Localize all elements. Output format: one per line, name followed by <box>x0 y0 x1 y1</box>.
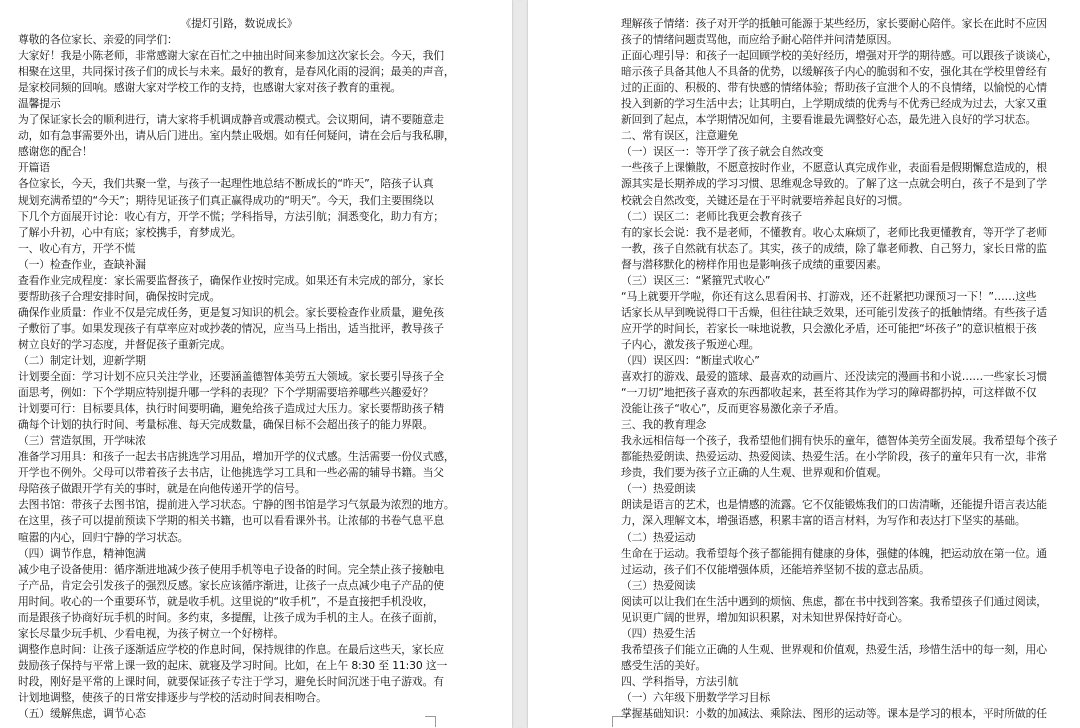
text-line: 相聚在这里，共同探讨孩子们的成长与未来。最好的教育，是春风化雨的浸润；最美的声音， <box>18 65 455 79</box>
text-line: （一）热爱朗读 <box>621 482 696 496</box>
text-line: 准备学习用具：和孩子一起去书店挑选学习用品，增加开学的仪式感。生活需要一份仪式感， <box>18 450 455 464</box>
text-line: 鼓励孩子保持与平常上课一致的起床、就寝及学习时间。比如，在上午 8:30 至 11:30 这一 <box>18 658 448 672</box>
text-line: （二）制定计划，迎新学期 <box>18 353 146 367</box>
text-line: （二）误区二：老师比我更会教育孩子 <box>621 209 802 223</box>
text-line: 督与潜移默化的榜样作用也是影响孩子成绩的重要因素。 <box>621 257 888 271</box>
text-line: 子敷衍了事。如果发现孩子有草率应对或抄袭的情况，应当马上指出，适当批评，教导孩子 <box>18 321 444 335</box>
text-line: （一）误区一：等开学了孩子就会自然改变 <box>621 145 824 159</box>
text-line: 要帮助孩子合理安排时间，确保按时完成。 <box>18 289 221 303</box>
text-line: 喧嚣的内心，回归宁静的学习状态。 <box>18 530 189 544</box>
text-line: 子内心，激发孩子叛逆心理。 <box>621 337 760 351</box>
text-line: 过的正面的、积极的、带有快感的情绪体验；帮助孩子宣泄个人的不良情绪，以愉悦的心情 <box>621 81 1047 95</box>
document-title: 《提灯引路，数说成长》 <box>180 17 298 30</box>
text-line: 为了保证家长会的顺利进行，请大家将手机调成静音或震动模式。会议期间，请不要随意走 <box>18 113 444 127</box>
text-line: 开学也不例外。父母可以带着孩子去书店，让他挑选学习工具和一些必需的辅导书籍。当父 <box>18 466 444 480</box>
text-line: “马上就要开学啦，你还有这么思看闲书、打游戏，还不赶紧把功课预习一下！”……这些 <box>621 289 1037 303</box>
text-line: 温馨提示 <box>18 97 61 111</box>
text-line: 一教，孩子自然就有状态了。其实，孩子的成绩，除了靠老师教、自己努力，家长日常的监 <box>621 241 1047 255</box>
text-line: 没能让孩子“收心”，反而更容易激化亲子矛盾。 <box>621 402 845 416</box>
text-line: 各位家长，今天，我们共聚一堂，与孩子一起理性地总结不断成长的“昨天”，陪孩子认真 <box>18 177 434 191</box>
text-line: 话家长从早到晚说得口干舌燥，但往往缺乏效果，还可能引发孩子的抵触情绪。有些孩子适 <box>621 305 1047 319</box>
text-line: （四）热爱生活 <box>621 626 696 640</box>
text-line: （二）热爱运动 <box>621 530 696 544</box>
text-line: 二、常有误区，注意避免 <box>621 129 739 143</box>
text-line: 计划地调整，使孩子的日常安排逐步与学校的活动时间表相吻合。 <box>18 690 327 704</box>
text-line: 母陪孩子做跟开学有关的事时，就是在向他传递开学的信号。 <box>18 482 306 496</box>
text-line: 用时间。收心的一个重要环节，就是收手机。这里说的“收手机”，不是直接把手机没收， <box>18 594 434 608</box>
text-line: 我希望孩子们能立正确的人生观、世界观和价值观，热爱生活，珍惜生活中的每一刻，用心 <box>621 642 1047 656</box>
text-line: （四）调节作息，精神饱满 <box>18 546 146 560</box>
text-line: 在这里，孩子可以提前预读下学期的相关书籍，也可以看看课外书。让浓郁的书卷气息平息 <box>18 514 444 528</box>
text-line: 尊敬的各位家长、亲爱的同学们： <box>18 33 178 47</box>
text-line: 调整作息时间：让孩子逐渐适应学校的作息时间，保持规律的作息。在最后这些天，家长应 <box>18 642 444 656</box>
document-page-right <box>528 0 1080 728</box>
text-line: 阅读可以让我们在生活中遇到的烦恼、焦虑，都在书中找到答案。我希望孩子们通过阅读， <box>621 594 1047 608</box>
text-line: 时段，刚好是平常的上课时间，就要保证孩子专注于学习，避免长时间沉迷于电子游戏。有 <box>18 674 444 688</box>
text-line: 投入到新的学习生活中去；让其明白，上学期成绩的优秀与不优秀已经成为过去，大家又重 <box>621 97 1047 111</box>
text-line: 子产品，肯定会引发孩子的强烈反感。家长应该循序渐进，让孩子一点点减少电子产品的使 <box>18 578 444 592</box>
text-line: （三）营造氛围，开学味浓 <box>18 434 146 448</box>
text-line: 我永远相信每一个孩子，我希望他们拥有快乐的童年，德智体美劳全面发展。我希望每个孩子 <box>621 434 1058 448</box>
text-line: 确保作业质量：作业不仅是完成任务，更是复习知识的机会。家长要检查作业质量，避免孩 <box>18 305 444 319</box>
text-line: 查看作业完成程度：家长需要监督孩子，确保作业按时完成。如果还有未完成的部分，家长 <box>18 273 444 287</box>
text-line: 新回到了起点，本学期情况如何，主要看谁最先调整好心态，最先进入良好的学习状态。 <box>621 113 1037 127</box>
text-line: 规划充满希望的“今天”；期待见证孩子们真正赢得成功的“明天”。今天，我们主要围绕以 <box>18 193 434 207</box>
text-line: （一）检查作业，查缺补漏 <box>18 257 146 271</box>
text-line: 正面心理引导：和孩子一起回顾学校的美好经历，增强对开学的期待感。可以跟孩子谈谈心， <box>621 49 1058 63</box>
text-line: 都能热爱朗读、热爱运动、热爱阅读、热爱生活。在小学阶段，孩子的童年只有一次，非常 <box>621 450 1047 464</box>
text-line: 下几个方面展开讨论：收心有方，开学不慌；学科指导，方法引航；洞悉变化，助力有方； <box>18 209 444 223</box>
text-line: 一、收心有方，开学不慌 <box>18 241 136 255</box>
text-line: 暗示孩子具备其他人不具备的优势，以缓解孩子内心的脆弱和不安，强化其在学校里曾经有 <box>621 65 1047 79</box>
text-line: 见识更广阔的世界，增加知识积累，对未知世界保持好奇心。 <box>621 610 909 624</box>
text-line: 三、我的教育理念 <box>621 418 707 432</box>
page-right-text <box>621 16 1062 722</box>
text-line: 珍贵，我们要为孩子立正确的人生观、世界观和价值观。 <box>621 466 888 480</box>
text-line: 感受生活的美好。 <box>621 658 707 672</box>
text-line: 一些孩子上课懒散，不愿意按时作业，不愿意认真完成作业，表面看是假期懈怠造成的，根 <box>621 161 1047 175</box>
text-line: （三）热爱阅读 <box>621 578 696 592</box>
text-line: 是家校同频的回响。感谢大家对学校工作的支持，也感谢大家对孩子教育的重视。 <box>18 81 402 95</box>
text-line: 计划要可行：目标要具体，执行时间要明确，避免给孩子造成过大压力。家长要帮助孩子精 <box>18 402 444 416</box>
text-line: 而是跟孩子协商好玩手机的时间。多约束，多提醒，让孩子成为手机的主人。在孩子面前， <box>18 610 444 624</box>
text-line: 生命在于运动。我希望每个孩子都能拥有健康的身体，强健的体魄，把运动放在第一位。通 <box>621 546 1047 560</box>
text-line: 去图书馆：带孩子去图书馆，提前进入学习状态。宁静的图书馆是学习气氛最为浓烈的地方。 <box>18 498 455 512</box>
document-page-left <box>0 0 512 728</box>
text-line: 计划要全面：学习计划不应只关注学业，还要涵盖德智体美劳五大领域。家长要引导孩子全 <box>18 370 444 384</box>
text-line: 校就会自然改变，关键还是在于平时就要培养起良好的习惯。 <box>621 193 909 207</box>
text-line: 源其实是长期养成的学习习惯、思维观念导致的。了解了这一点就会明白，孩子不是到了学 <box>621 177 1047 191</box>
text-line: 树立良好的学习态度，并督促孩子重新完成。 <box>18 337 231 351</box>
text-line: 家长尽量少玩手机、少看电视，为孩子树立一个好榜样。 <box>18 626 285 640</box>
text-line: 掌握基础知识：小数的加减法、乘除法、图形的运动等。课本是学习的根本，平时所做的任 <box>621 707 1047 721</box>
text-line: 面思考，例如：下个学期应特别提升哪一学科的表现？下个学期需要培养哪些兴趣爱好？ <box>18 386 434 400</box>
text-line: 应开学的时间长，若家长一味地说教，只会激化矛盾，还可能把“坏孩子”的意识植根于孩 <box>621 321 1037 335</box>
text-line: （五）缓解焦虑，调节心态 <box>18 707 146 721</box>
text-line: （三）误区三：“紧箍咒式收心” <box>621 273 771 287</box>
text-line: 有的家长会说：我不是老师，不懂教育。收心太麻烦了，老师比我更懂教育，等开学了老师 <box>621 225 1047 239</box>
text-line: 减少电子设备使用：循序渐进地减少孩子使用手机等电子设备的时间。完全禁止孩子接触电 <box>18 562 444 576</box>
page-left-text <box>18 16 460 722</box>
text-line: 过运动，孩子们不仅能增强体质，还能培养坚韧不拔的意志品质。 <box>621 562 930 576</box>
text-line: 喜欢打的游戏、最爱的篮球、最喜欢的动画片、还没读完的漫画书和小说……一些家长习惯 <box>621 370 1047 384</box>
text-line: 确每个计划的执行时间、考量标准、每天完成数量，确保目标不会超出孩子的能力界限。 <box>18 418 434 432</box>
text-line: 四、学科指导，方法引航 <box>621 674 739 688</box>
text-line: 了解小升初，心中有底；家校携手，育梦成光。 <box>18 225 242 239</box>
text-line: “一刀切”地把孩子喜欢的东西都收起来，甚至将其作为学习的障碍都扔掉，可这样做不仅 <box>621 386 1037 400</box>
text-line: 大家好！我是小陈老师，非常感谢大家在百忙之中抽出时间来参加这次家长会。今天，我们 <box>18 49 444 63</box>
text-line: 动，如有急事需要外出，请从后门进出。室内禁止吸烟。如有任何疑问，请在会后与我私聊， <box>18 129 455 143</box>
text-line: 理解孩子情绪：孩子对开学的抵触可能源于某些经历，家长要耐心陪伴。家长在此时不应因 <box>621 17 1047 30</box>
text-line: 感谢您的配合！ <box>18 145 93 159</box>
text-line: 开篇语 <box>18 161 50 175</box>
text-line: 孩子的情绪问题责骂他，而应给予耐心陪伴并问清楚原因。 <box>621 33 898 47</box>
text-line: 力，深入理解文本，增强语感，积累丰富的语言材料，为写作和表达打下坚实的基础。 <box>621 514 1026 528</box>
text-line: （四）误区四：“断崖式收心” <box>621 353 760 367</box>
text-line: （一）六年级下册数学学习目标 <box>621 690 771 704</box>
text-line: 朗读是语言的艺术，也是情感的流露。它不仅能锻炼我们的口齿清晰，还能提升语言表达能 <box>621 498 1047 512</box>
